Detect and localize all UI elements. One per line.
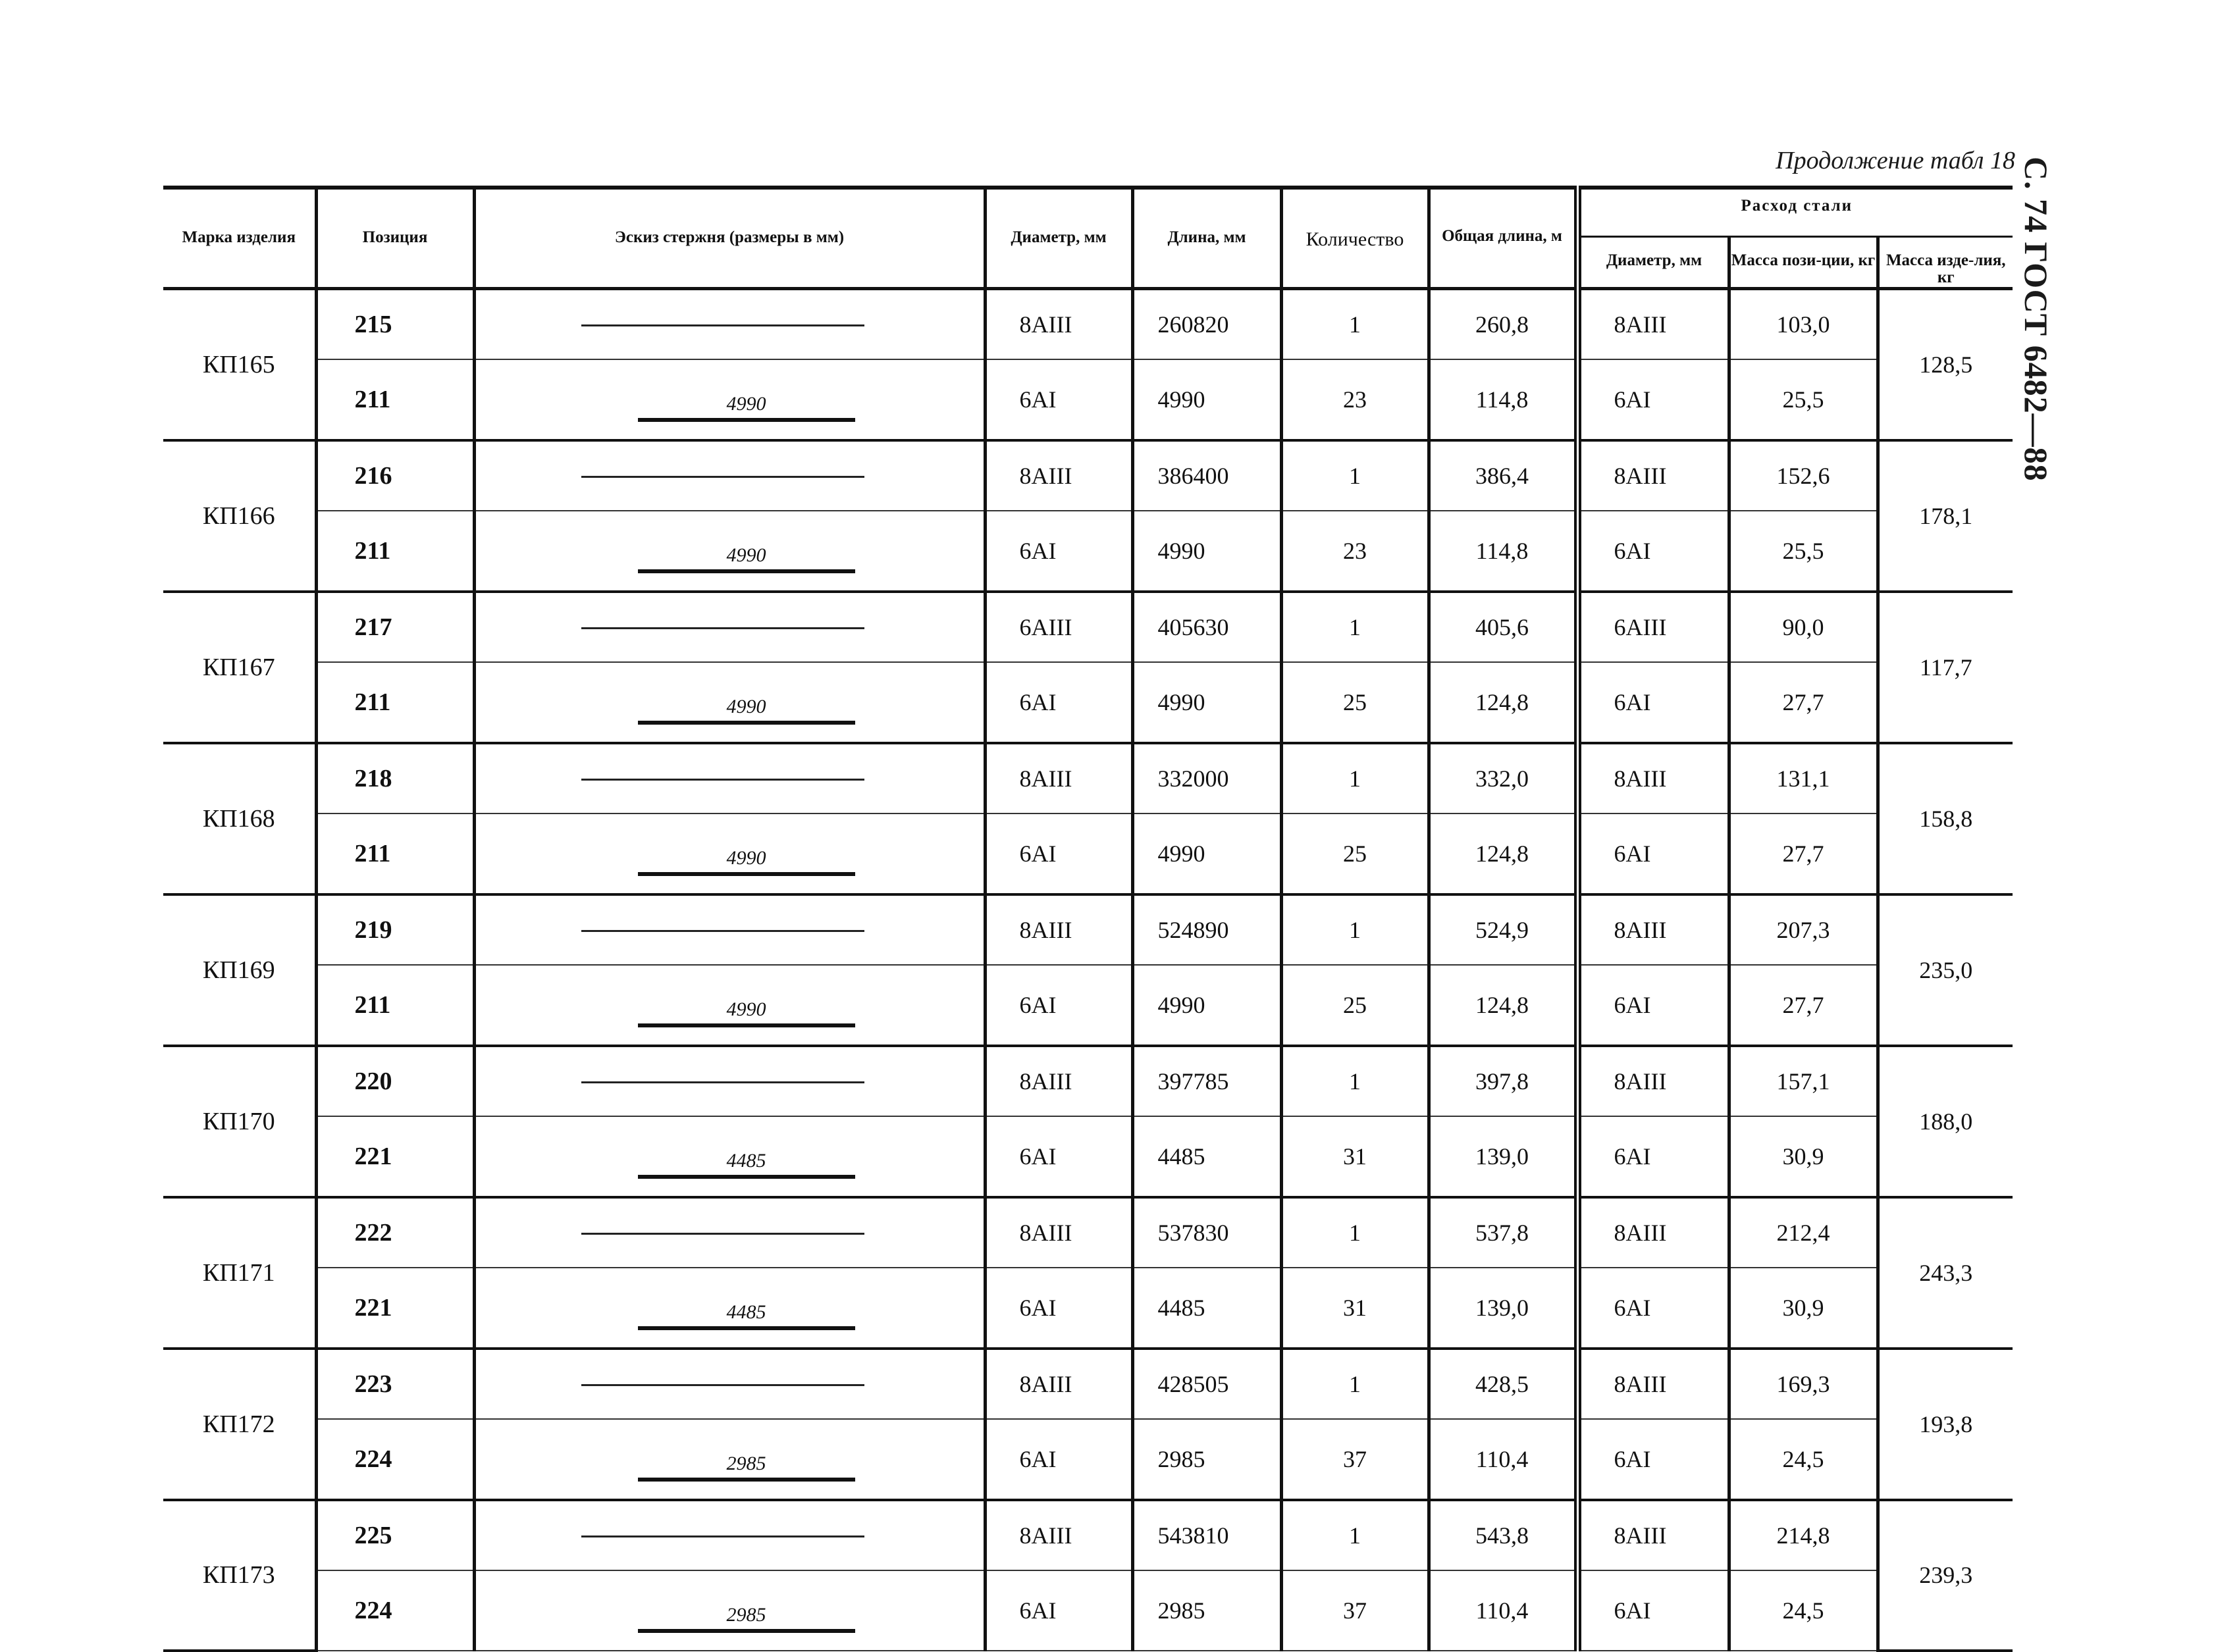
sketch-drawing — [476, 1199, 984, 1267]
steel-diameter-cell: 8АIII — [1577, 743, 1729, 813]
steel-diameter-cell: 6АI — [1577, 1268, 1729, 1349]
rod-bar-line — [638, 1478, 855, 1482]
steel-diameter-cell: 8АIII — [1577, 440, 1729, 511]
diameter-cell: 8АIII — [985, 743, 1132, 813]
rod-bar-line — [638, 1326, 855, 1330]
total-length-cell: 114,8 — [1429, 511, 1577, 592]
position-mass-cell: 90,0 — [1729, 592, 1878, 662]
product-mass-cell: 178,1 — [1878, 440, 2013, 592]
diameter-cell: 6АI — [985, 511, 1132, 592]
quantity-cell: 23 — [1281, 359, 1429, 440]
diameter-cell: 8АIII — [985, 1197, 1132, 1268]
table-row — [163, 1116, 2013, 1197]
steel-diameter-cell: 6АI — [1577, 511, 1729, 592]
rod-sketch — [474, 440, 985, 511]
position-mass-cell: 25,5 — [1729, 359, 1878, 440]
table-row — [163, 894, 2013, 965]
rod-bar-line — [638, 721, 855, 725]
steel-diameter-cell: 6АI — [1577, 1419, 1729, 1500]
product-mass-cell: 188,0 — [1878, 1046, 2013, 1197]
position-mass-cell: 131,1 — [1729, 743, 1878, 813]
rod-sketch — [474, 592, 985, 662]
quantity-cell: 1 — [1281, 1197, 1429, 1268]
position-number: 215 — [316, 288, 474, 359]
quantity-cell: 1 — [1281, 592, 1429, 662]
rod-sketch — [474, 288, 985, 359]
length-cell: 4485 — [1132, 1116, 1281, 1197]
rod-sketch — [474, 1116, 985, 1197]
position-number: 221 — [316, 1116, 474, 1197]
position-mass-cell: 169,3 — [1729, 1349, 1878, 1419]
position-number: 224 — [316, 1419, 474, 1500]
length-cell: 4990 — [1132, 662, 1281, 743]
header-position: Позиция — [316, 188, 474, 288]
rod-sketch — [474, 1500, 985, 1570]
total-length-cell: 397,8 — [1429, 1046, 1577, 1116]
table-caption: Продолжение табл 18 — [1776, 147, 2015, 174]
table-row — [163, 1349, 2013, 1419]
diameter-cell: 6АI — [985, 813, 1132, 894]
rod-bar-line — [638, 1629, 855, 1633]
total-length-cell: 124,8 — [1429, 965, 1577, 1046]
diameter-cell: 8АIII — [985, 1500, 1132, 1570]
total-length-cell: 110,4 — [1429, 1419, 1577, 1500]
quantity-cell: 25 — [1281, 813, 1429, 894]
rod-bar-line — [638, 1175, 855, 1179]
sketch-drawing — [476, 1047, 984, 1116]
rod-line — [581, 324, 864, 326]
rod-sketch — [474, 894, 985, 965]
position-mass-cell: 207,3 — [1729, 894, 1878, 965]
position-mass-cell: 157,1 — [1729, 1046, 1878, 1116]
sketch-drawing — [476, 442, 984, 510]
diameter-cell: 8АIII — [985, 1046, 1132, 1116]
position-number: 211 — [316, 359, 474, 440]
position-mass-cell: 30,9 — [1729, 1268, 1878, 1349]
total-length-cell: 524,9 — [1429, 894, 1577, 965]
table-row — [163, 440, 2013, 511]
length-cell: 4990 — [1132, 965, 1281, 1046]
quantity-cell: 1 — [1281, 288, 1429, 359]
length-cell: 405630 — [1132, 592, 1281, 662]
table-row — [163, 743, 2013, 813]
steel-diameter-cell: 8АIII — [1577, 894, 1729, 965]
rod-sketch — [474, 662, 985, 743]
table-row — [163, 1419, 2013, 1500]
header-product-mass: Масса изде-лия, кг — [1878, 237, 2013, 289]
sketch-dimension-label: 4485 — [726, 1149, 766, 1172]
rod-sketch — [474, 511, 985, 592]
steel-diameter-cell: 6АI — [1577, 1570, 1729, 1651]
rod-sketch — [474, 1268, 985, 1349]
steel-diameter-cell: 6АI — [1577, 965, 1729, 1046]
sketch-drawing — [476, 1350, 984, 1418]
product-mark: КП173 — [163, 1500, 316, 1651]
total-length-cell: 124,8 — [1429, 662, 1577, 743]
rod-bar-line — [638, 418, 855, 422]
steel-diameter-cell: 6АI — [1577, 1116, 1729, 1197]
steel-diameter-cell: 8АIII — [1577, 288, 1729, 359]
length-cell: 260820 — [1132, 288, 1281, 359]
product-mass-cell: 117,7 — [1878, 592, 2013, 743]
diameter-cell: 6АI — [985, 662, 1132, 743]
steel-diameter-cell: 8АIII — [1577, 1349, 1729, 1419]
position-mass-cell: 212,4 — [1729, 1197, 1878, 1268]
position-number: 217 — [316, 592, 474, 662]
rod-sketch — [474, 1197, 985, 1268]
quantity-cell: 37 — [1281, 1570, 1429, 1651]
total-length-cell: 332,0 — [1429, 743, 1577, 813]
product-mass-cell: 193,8 — [1878, 1349, 2013, 1500]
sketch-drawing — [476, 814, 984, 893]
diameter-cell: 6АI — [985, 1570, 1132, 1651]
product-mass-cell: 243,3 — [1878, 1197, 2013, 1349]
table-row — [163, 359, 2013, 440]
length-cell: 332000 — [1132, 743, 1281, 813]
total-length-cell: 537,8 — [1429, 1197, 1577, 1268]
rod-line — [581, 779, 864, 781]
steel-diameter-cell: 8АIII — [1577, 1046, 1729, 1116]
rod-line — [581, 930, 864, 932]
length-cell: 4990 — [1132, 511, 1281, 592]
quantity-cell: 31 — [1281, 1116, 1429, 1197]
product-mark: КП168 — [163, 743, 316, 894]
diameter-cell: 8АIII — [985, 894, 1132, 965]
sketch-drawing — [476, 896, 984, 964]
quantity-cell: 1 — [1281, 1349, 1429, 1419]
sketch-drawing — [476, 1571, 984, 1650]
sketch-drawing — [476, 1268, 984, 1347]
rod-line — [581, 627, 864, 629]
table-body — [163, 288, 2013, 1651]
page-side-title: С. 74 ГОСТ 6482—88 — [2018, 157, 2055, 482]
total-length-cell: 110,4 — [1429, 1570, 1577, 1651]
table-row — [163, 511, 2013, 592]
header-position-mass: Масса пози-ции, кг — [1729, 237, 1878, 289]
length-cell: 2985 — [1132, 1419, 1281, 1500]
header-row — [163, 188, 2013, 237]
position-mass-cell: 27,7 — [1729, 662, 1878, 743]
sketch-dimension-label: 4990 — [726, 544, 766, 566]
total-length-cell: 428,5 — [1429, 1349, 1577, 1419]
total-length-cell: 386,4 — [1429, 440, 1577, 511]
header-mark: Марка изделия — [163, 188, 316, 288]
rod-line — [581, 1233, 864, 1235]
position-number: 211 — [316, 511, 474, 592]
diameter-cell: 6АI — [985, 965, 1132, 1046]
product-mark: КП166 — [163, 440, 316, 592]
position-mass-cell: 103,0 — [1729, 288, 1878, 359]
position-number: 211 — [316, 813, 474, 894]
table-row — [163, 1570, 2013, 1651]
length-cell: 4990 — [1132, 813, 1281, 894]
sketch-drawing — [476, 663, 984, 742]
table-row — [163, 592, 2013, 662]
position-mass-cell: 25,5 — [1729, 511, 1878, 592]
product-mass-cell: 235,0 — [1878, 894, 2013, 1046]
sketch-drawing — [476, 1420, 984, 1499]
diameter-cell: 8АIII — [985, 1349, 1132, 1419]
product-mass-cell: 158,8 — [1878, 743, 2013, 894]
rod-bar-line — [638, 1023, 855, 1027]
sketch-drawing — [476, 1501, 984, 1570]
length-cell: 543810 — [1132, 1500, 1281, 1570]
sketch-drawing — [476, 966, 984, 1045]
steel-diameter-cell: 6АI — [1577, 359, 1729, 440]
sketch-dimension-label: 2985 — [726, 1603, 766, 1626]
position-mass-cell: 30,9 — [1729, 1116, 1878, 1197]
header-length: Длина, мм — [1132, 188, 1281, 288]
diameter-cell: 6АI — [985, 1268, 1132, 1349]
diameter-cell: 6АI — [985, 1419, 1132, 1500]
product-mark: КП165 — [163, 288, 316, 440]
table-row — [163, 1197, 2013, 1268]
total-length-cell: 124,8 — [1429, 813, 1577, 894]
product-mark: КП170 — [163, 1046, 316, 1197]
diameter-cell: 6АI — [985, 359, 1132, 440]
position-number: 222 — [316, 1197, 474, 1268]
sketch-drawing — [476, 1117, 984, 1196]
table-row — [163, 288, 2013, 359]
header-sketch: Эскиз стержня (размеры в мм) — [474, 188, 985, 288]
header-diameter: Диаметр, мм — [985, 188, 1132, 288]
diameter-cell: 8АIII — [985, 288, 1132, 359]
product-mark: КП169 — [163, 894, 316, 1046]
rod-line — [581, 1536, 864, 1537]
position-number: 216 — [316, 440, 474, 511]
sketch-drawing — [476, 744, 984, 813]
table-row — [163, 965, 2013, 1046]
sketch-dimension-label: 4990 — [726, 392, 766, 415]
rod-bar-line — [638, 569, 855, 573]
rod-line — [581, 1384, 864, 1386]
table-row — [163, 813, 2013, 894]
position-mass-cell: 24,5 — [1729, 1419, 1878, 1500]
sketch-drawing — [476, 593, 984, 661]
total-length-cell: 139,0 — [1429, 1116, 1577, 1197]
table-row — [163, 1268, 2013, 1349]
quantity-cell: 31 — [1281, 1268, 1429, 1349]
length-cell: 397785 — [1132, 1046, 1281, 1116]
rod-sketch — [474, 1419, 985, 1500]
quantity-cell: 25 — [1281, 965, 1429, 1046]
product-mass-cell: 128,5 — [1878, 288, 2013, 440]
rod-bar-line — [638, 872, 855, 876]
header-steel-group: Расход стали — [1577, 188, 2013, 237]
position-number: 220 — [316, 1046, 474, 1116]
sketch-dimension-label: 4990 — [726, 846, 766, 869]
position-number: 224 — [316, 1570, 474, 1651]
rod-sketch — [474, 359, 985, 440]
total-length-cell: 543,8 — [1429, 1500, 1577, 1570]
quantity-cell: 37 — [1281, 1419, 1429, 1500]
quantity-cell: 1 — [1281, 1500, 1429, 1570]
header-steel-diameter: Диаметр, мм — [1577, 237, 1729, 289]
sketch-dimension-label: 4485 — [726, 1301, 766, 1323]
steel-diameter-cell: 6АIII — [1577, 592, 1729, 662]
sketch-dimension-label: 2985 — [726, 1452, 766, 1474]
position-number: 223 — [316, 1349, 474, 1419]
quantity-cell: 1 — [1281, 894, 1429, 965]
sketch-drawing — [476, 360, 984, 439]
length-cell: 4990 — [1132, 359, 1281, 440]
sketch-drawing — [476, 290, 984, 359]
length-cell: 2985 — [1132, 1570, 1281, 1651]
product-mass-cell: 239,3 — [1878, 1500, 2013, 1651]
header-quantity: Количество — [1281, 188, 1429, 288]
diameter-cell: 8АIII — [985, 440, 1132, 511]
steel-diameter-cell: 6АI — [1577, 662, 1729, 743]
rod-sketch — [474, 1349, 985, 1419]
position-number: 211 — [316, 965, 474, 1046]
position-number: 221 — [316, 1268, 474, 1349]
position-number: 218 — [316, 743, 474, 813]
length-cell: 537830 — [1132, 1197, 1281, 1268]
quantity-cell: 25 — [1281, 662, 1429, 743]
product-mark: КП171 — [163, 1197, 316, 1349]
table-row — [163, 1500, 2013, 1570]
sketch-dimension-label: 4990 — [726, 695, 766, 717]
quantity-cell: 1 — [1281, 1046, 1429, 1116]
position-mass-cell: 27,7 — [1729, 965, 1878, 1046]
length-cell: 4485 — [1132, 1268, 1281, 1349]
position-mass-cell: 152,6 — [1729, 440, 1878, 511]
rod-sketch — [474, 743, 985, 813]
reinforcement-table — [163, 186, 2013, 1652]
product-mark: КП167 — [163, 592, 316, 743]
position-number: 219 — [316, 894, 474, 965]
quantity-cell: 1 — [1281, 440, 1429, 511]
table-row — [163, 662, 2013, 743]
steel-diameter-cell: 6АI — [1577, 813, 1729, 894]
length-cell: 428505 — [1132, 1349, 1281, 1419]
total-length-cell: 260,8 — [1429, 288, 1577, 359]
rod-line — [581, 1081, 864, 1083]
position-mass-cell: 24,5 — [1729, 1570, 1878, 1651]
length-cell: 524890 — [1132, 894, 1281, 965]
quantity-cell: 1 — [1281, 743, 1429, 813]
table-row — [163, 1046, 2013, 1116]
position-mass-cell: 27,7 — [1729, 813, 1878, 894]
rod-sketch — [474, 1046, 985, 1116]
total-length-cell: 139,0 — [1429, 1268, 1577, 1349]
total-length-cell: 405,6 — [1429, 592, 1577, 662]
diameter-cell: 6АIII — [985, 592, 1132, 662]
rod-sketch — [474, 965, 985, 1046]
position-number: 211 — [316, 662, 474, 743]
rod-line — [581, 476, 864, 478]
sketch-drawing — [476, 511, 984, 590]
position-number: 225 — [316, 1500, 474, 1570]
diameter-cell: 6АI — [985, 1116, 1132, 1197]
position-mass-cell: 214,8 — [1729, 1500, 1878, 1570]
header-total-length: Общая длина, м — [1429, 188, 1577, 288]
steel-diameter-cell: 8АIII — [1577, 1197, 1729, 1268]
quantity-cell: 23 — [1281, 511, 1429, 592]
rod-sketch — [474, 813, 985, 894]
rod-sketch — [474, 1570, 985, 1651]
total-length-cell: 114,8 — [1429, 359, 1577, 440]
product-mark: КП172 — [163, 1349, 316, 1500]
length-cell: 386400 — [1132, 440, 1281, 511]
steel-diameter-cell: 8АIII — [1577, 1500, 1729, 1570]
sketch-dimension-label: 4990 — [726, 998, 766, 1020]
